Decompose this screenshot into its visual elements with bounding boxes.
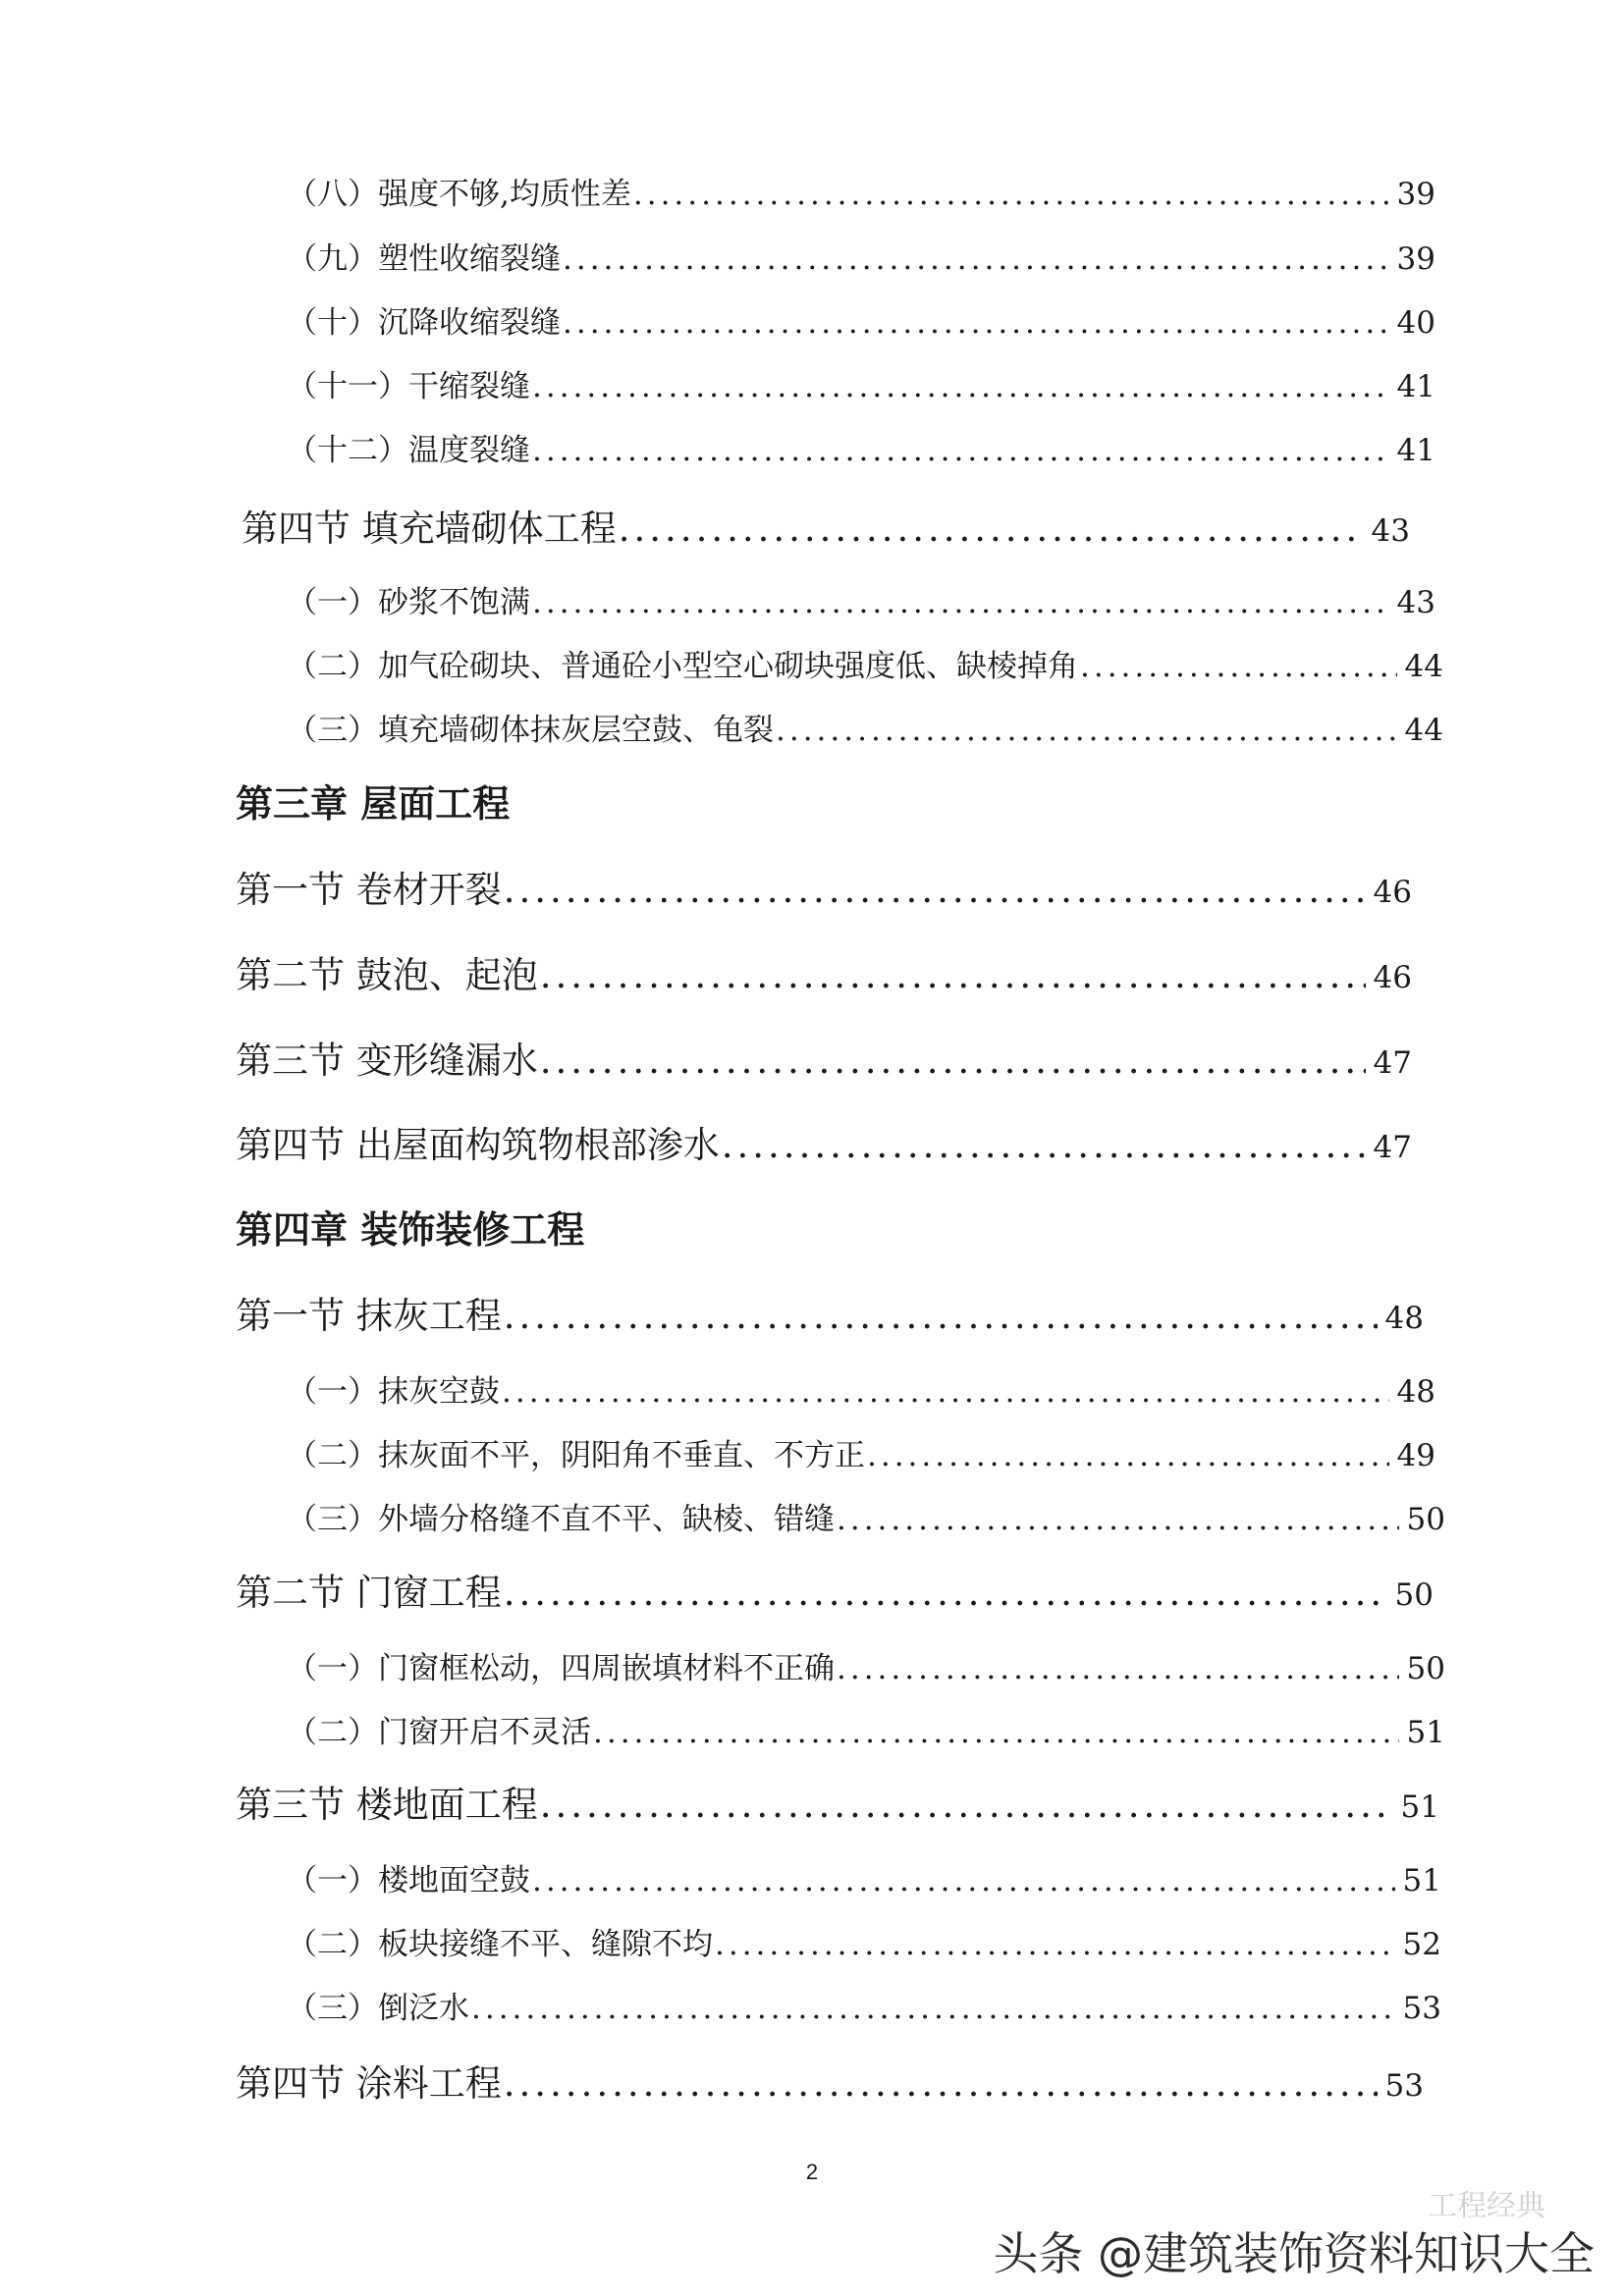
watermark-faint-text: 工程经典 bbox=[1428, 2189, 1545, 2223]
toc-entry-page: 51 bbox=[1400, 1789, 1439, 1825]
toc-entry-page: 44 bbox=[1404, 649, 1443, 684]
toc-section-label: 第二节 门窗工程 bbox=[236, 1572, 502, 1614]
toc-leader-dots bbox=[504, 1295, 1378, 1337]
toc-entry-page: 41 bbox=[1396, 433, 1435, 468]
toc-entry-label: （三）填充墙砌体抹灰层空鼓、龟裂 bbox=[287, 713, 774, 748]
toc-entry-page: 51 bbox=[1406, 1715, 1445, 1750]
toc-entry-label: （二）板块接缝不平、缝隙不均 bbox=[287, 1927, 713, 1962]
toc-section-label: 第四节 出屋面构筑物根部渗水 bbox=[236, 1124, 720, 1166]
toc-entry[interactable] bbox=[287, 1430, 1435, 1474]
toc-entry-label: （一）楼地面空鼓 bbox=[287, 1863, 530, 1898]
page-number: 2 bbox=[805, 2160, 819, 2184]
toc-entry-page: 49 bbox=[1396, 1438, 1435, 1473]
toc-leader-dots bbox=[532, 369, 1389, 404]
toc-leader-dots bbox=[715, 1927, 1395, 1962]
toc-section-entry[interactable] bbox=[236, 2054, 1424, 2107]
toc-leader-dots bbox=[1080, 649, 1397, 684]
toc-entry-page: 40 bbox=[1396, 305, 1435, 341]
toc-entry-label: （三）外墙分格缝不直不平、缺棱、错缝 bbox=[287, 1502, 835, 1537]
toc-leader-dots bbox=[532, 585, 1389, 620]
toc-section-label: 第四节 填充墙砌体工程 bbox=[242, 507, 617, 550]
toc-entry[interactable] bbox=[287, 1855, 1441, 1899]
toc-section-entry[interactable] bbox=[236, 1563, 1434, 1616]
toc-leader-dots bbox=[502, 1374, 1389, 1410]
toc-entry[interactable] bbox=[287, 361, 1435, 405]
toc-entry-page: 43 bbox=[1371, 513, 1410, 549]
toc-entry-page: 50 bbox=[1406, 1651, 1445, 1686]
toc-leader-dots bbox=[532, 433, 1389, 468]
toc-section-label: 第一节 抹灰工程 bbox=[236, 1295, 502, 1337]
toc-leader-dots bbox=[532, 1863, 1395, 1898]
toc-leader-dots bbox=[540, 1784, 1393, 1826]
toc-chapter-heading[interactable]: 第三章 屋面工程 bbox=[236, 781, 511, 826]
toc-entry-label: （二）抹灰面不平，阴阳角不垂直、不方正 bbox=[287, 1438, 865, 1473]
toc-leader-dots bbox=[504, 869, 1366, 911]
toc-section-entry[interactable] bbox=[236, 945, 1412, 998]
toc-leader-dots bbox=[540, 954, 1366, 996]
toc-entry-label: （一）门窗框松动，四周嵌填材料不正确 bbox=[287, 1651, 835, 1686]
toc-leader-dots bbox=[619, 507, 1364, 550]
toc-entry-page: 47 bbox=[1373, 1045, 1412, 1081]
toc-entry[interactable] bbox=[287, 169, 1435, 213]
toc-entry-label: （一）抹灰空鼓 bbox=[287, 1374, 500, 1410]
toc-entry[interactable] bbox=[287, 425, 1435, 469]
toc-section-label: 第四节 涂料工程 bbox=[236, 2062, 502, 2105]
toc-entry-label: （二）门窗开启不灵活 bbox=[287, 1715, 591, 1750]
toc-leader-dots bbox=[593, 1715, 1399, 1750]
toc-leader-dots bbox=[722, 1124, 1366, 1166]
toc-entry-page: 53 bbox=[1384, 2068, 1424, 2104]
toc-entry-page: 53 bbox=[1402, 1991, 1441, 2026]
toc-entry[interactable] bbox=[287, 234, 1435, 278]
toc-section-entry[interactable] bbox=[242, 499, 1410, 552]
toc-entry[interactable] bbox=[287, 1919, 1441, 1963]
toc-section-entry[interactable] bbox=[236, 1115, 1412, 1168]
toc-entry[interactable] bbox=[287, 1494, 1445, 1538]
toc-section-label: 第三节 变形缝漏水 bbox=[236, 1040, 538, 1082]
toc-entry-page: 50 bbox=[1394, 1577, 1434, 1613]
toc-section-entry[interactable] bbox=[236, 1031, 1412, 1084]
toc-entry-label: （十二）温度裂缝 bbox=[287, 433, 530, 468]
toc-entry-label: （一）砂浆不饱满 bbox=[287, 585, 530, 620]
toc-leader-dots bbox=[867, 1438, 1389, 1473]
toc-leader-dots bbox=[563, 241, 1389, 277]
toc-entry-label: （二）加气砼砌块、普通砼小型空心砌块强度低、缺棱掉角 bbox=[287, 649, 1078, 684]
toc-entry-page: 52 bbox=[1402, 1927, 1441, 1962]
toc-entry-page: 47 bbox=[1373, 1130, 1412, 1165]
toc-entry[interactable] bbox=[287, 297, 1435, 342]
toc-entry-label: （三）倒泛水 bbox=[287, 1991, 469, 2026]
toc-section-label: 第一节 卷材开裂 bbox=[236, 869, 502, 911]
toc-entry[interactable] bbox=[287, 1983, 1441, 2027]
toc-entry-page: 48 bbox=[1384, 1301, 1424, 1336]
toc-entry-page: 51 bbox=[1402, 1863, 1441, 1898]
toc-entry-label: （八）强度不够,均质性差 bbox=[287, 177, 631, 212]
toc-section-label: 第二节 鼓泡、起泡 bbox=[236, 954, 538, 996]
toc-section-entry[interactable] bbox=[236, 860, 1412, 913]
toc-section-entry[interactable] bbox=[236, 1286, 1424, 1339]
toc-entry-page: 41 bbox=[1396, 369, 1435, 404]
toc-leader-dots bbox=[471, 1991, 1395, 2026]
toc-entry-page: 39 bbox=[1396, 177, 1435, 212]
watermark-text: 头条 @建筑装饰资料知识大全 bbox=[993, 2227, 1595, 2280]
toc-entry-page: 39 bbox=[1396, 241, 1435, 277]
toc-entry-label: （九）塑性收缩裂缝 bbox=[287, 241, 561, 277]
toc-entry-page: 46 bbox=[1373, 875, 1412, 910]
toc-leader-dots bbox=[776, 713, 1397, 748]
toc-section-entry[interactable] bbox=[236, 1775, 1439, 1828]
toc-entry-label: （十）沉降收缩裂缝 bbox=[287, 305, 561, 341]
toc-leader-dots bbox=[837, 1502, 1399, 1537]
toc-entry-page: 48 bbox=[1396, 1374, 1435, 1410]
toc-entry[interactable] bbox=[287, 577, 1435, 621]
toc-entry-page: 50 bbox=[1406, 1502, 1445, 1537]
toc-leader-dots bbox=[540, 1040, 1366, 1082]
toc-entry-page: 44 bbox=[1404, 713, 1443, 748]
toc-leader-dots bbox=[633, 177, 1389, 212]
toc-leader-dots bbox=[837, 1651, 1399, 1686]
toc-entry[interactable] bbox=[287, 1643, 1445, 1687]
toc-leader-dots bbox=[504, 1572, 1387, 1614]
toc-entry[interactable] bbox=[287, 1366, 1435, 1411]
toc-entry-page: 43 bbox=[1396, 585, 1435, 620]
toc-leader-dots bbox=[504, 2062, 1378, 2105]
toc-chapter-heading[interactable]: 第四章 装饰装修工程 bbox=[236, 1207, 585, 1252]
toc-entry-label: （十一）干缩裂缝 bbox=[287, 369, 530, 404]
toc-entry[interactable] bbox=[287, 1707, 1445, 1751]
toc-entry[interactable] bbox=[287, 641, 1443, 685]
toc-entry[interactable] bbox=[287, 705, 1443, 749]
toc-entry-page: 46 bbox=[1373, 960, 1412, 995]
toc-section-label: 第三节 楼地面工程 bbox=[236, 1784, 538, 1826]
toc-leader-dots bbox=[563, 305, 1389, 341]
